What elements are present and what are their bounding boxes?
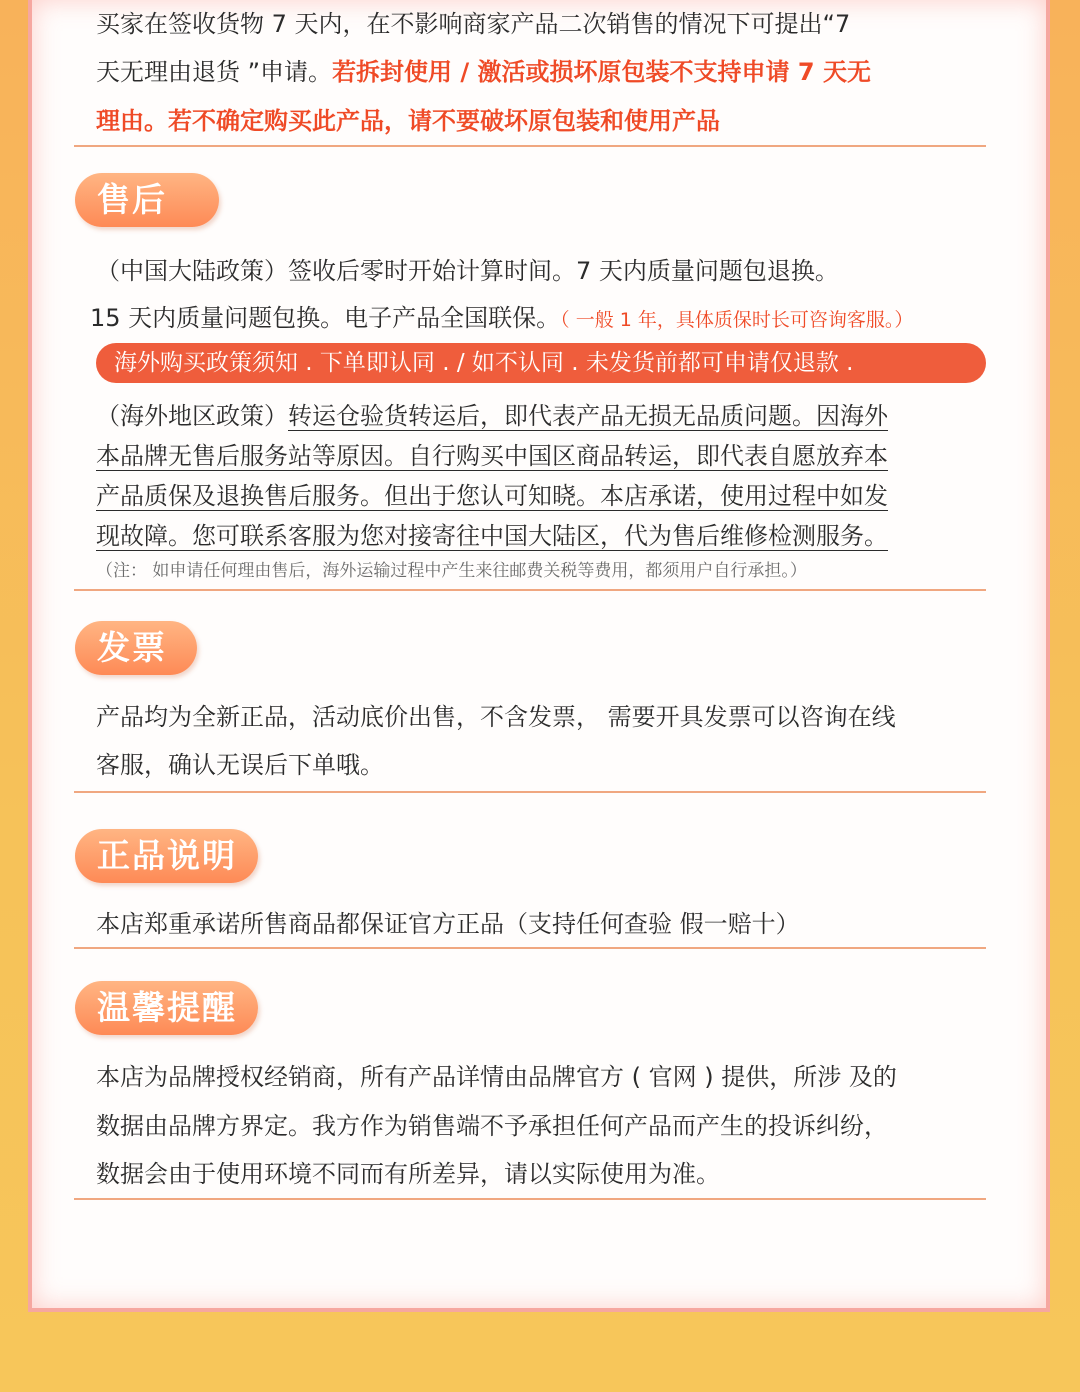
return-policy-line-1: 买家在签收货物 7 天内，在不影响商家产品二次销售的情况下可提出“7: [96, 10, 851, 38]
overseas-policy-banner: 海外购买政策须知 . 下单即认同 . / 如不认同 . 未发货前都可申请仅退款 .: [96, 343, 986, 383]
after-sales-line-2: [90, 298, 913, 333]
invoice-line-1: 产品均为全新正品，活动底价出售，不含发票， 需要开具发票可以咨询在线: [96, 703, 896, 731]
section-title-reminder: 温馨提醒: [75, 981, 258, 1035]
overseas-text-1: 转运仓验货转运后，即代表产品无损无品质问题。因海外: [288, 402, 888, 430]
divider: [74, 947, 986, 949]
return-policy-line-2: [96, 52, 871, 87]
overseas-line-4: 现故障。您可联系客服为您对接寄往中国大陆区，代为售后维修检测服务。: [96, 522, 888, 550]
overseas-line-1: [96, 396, 888, 431]
section-title-invoice: 发票: [75, 621, 197, 675]
return-policy-text: 天无理由退货 ”申请。: [96, 58, 333, 86]
divider: [74, 1198, 986, 1200]
overseas-line-2: 本品牌无售后服务站等原因。自行购买中国区商品转运，即代表自愿放弃本: [96, 442, 888, 470]
section-title-after-sales: 售后: [75, 173, 219, 227]
after-sales-footnote: （注： 如申请任何理由售后，海外运输过程中产生来往邮费关税等费用，都须用户自行承担。）: [96, 561, 807, 581]
reminder-line-3: 数据会由于使用环境不同而有所差异，请以实际使用为准。: [96, 1160, 720, 1188]
return-policy-line-3: 理由。若不确定购买此产品，请不要破坏原包装和使用产品: [96, 107, 720, 135]
section-title-authentic: 正品说明: [75, 829, 258, 883]
overseas-line-3: 产品质保及退换售后服务。但出于您认可知晓。本店承诺，使用过程中如发: [96, 482, 888, 510]
reminder-line-2: 数据由品牌方界定。我方作为销售端不予承担任何产品而产生的投诉纠纷，: [96, 1112, 888, 1140]
divider: [74, 589, 986, 591]
invoice-line-2: 客服，确认无误后下单哦。: [96, 751, 384, 779]
overseas-label: （海外地区政策）: [96, 402, 288, 430]
return-policy-warning: 若拆封使用 / 激活或损坏原包装不支持申请 7 天无: [332, 58, 871, 86]
authentic-line-1: 本店郑重承诺所售商品都保证官方正品（支持任何查验 假一赔十）: [96, 910, 800, 938]
warranty-note: （ 一般 1 年，具体质保时长可咨询客服。）: [560, 309, 914, 331]
reminder-line-1: 本店为品牌授权经销商，所有产品详情由品牌官方 ( 官网 ) 提供，所涉 及的: [96, 1063, 897, 1091]
divider: [74, 145, 986, 147]
divider: [74, 791, 986, 793]
after-sales-text: 15 天内质量问题包换。电子产品全国联保。: [90, 304, 561, 332]
after-sales-line-1: （中国大陆政策）签收后零时开始计算时间。7 天内质量问题包退换。: [96, 257, 839, 285]
